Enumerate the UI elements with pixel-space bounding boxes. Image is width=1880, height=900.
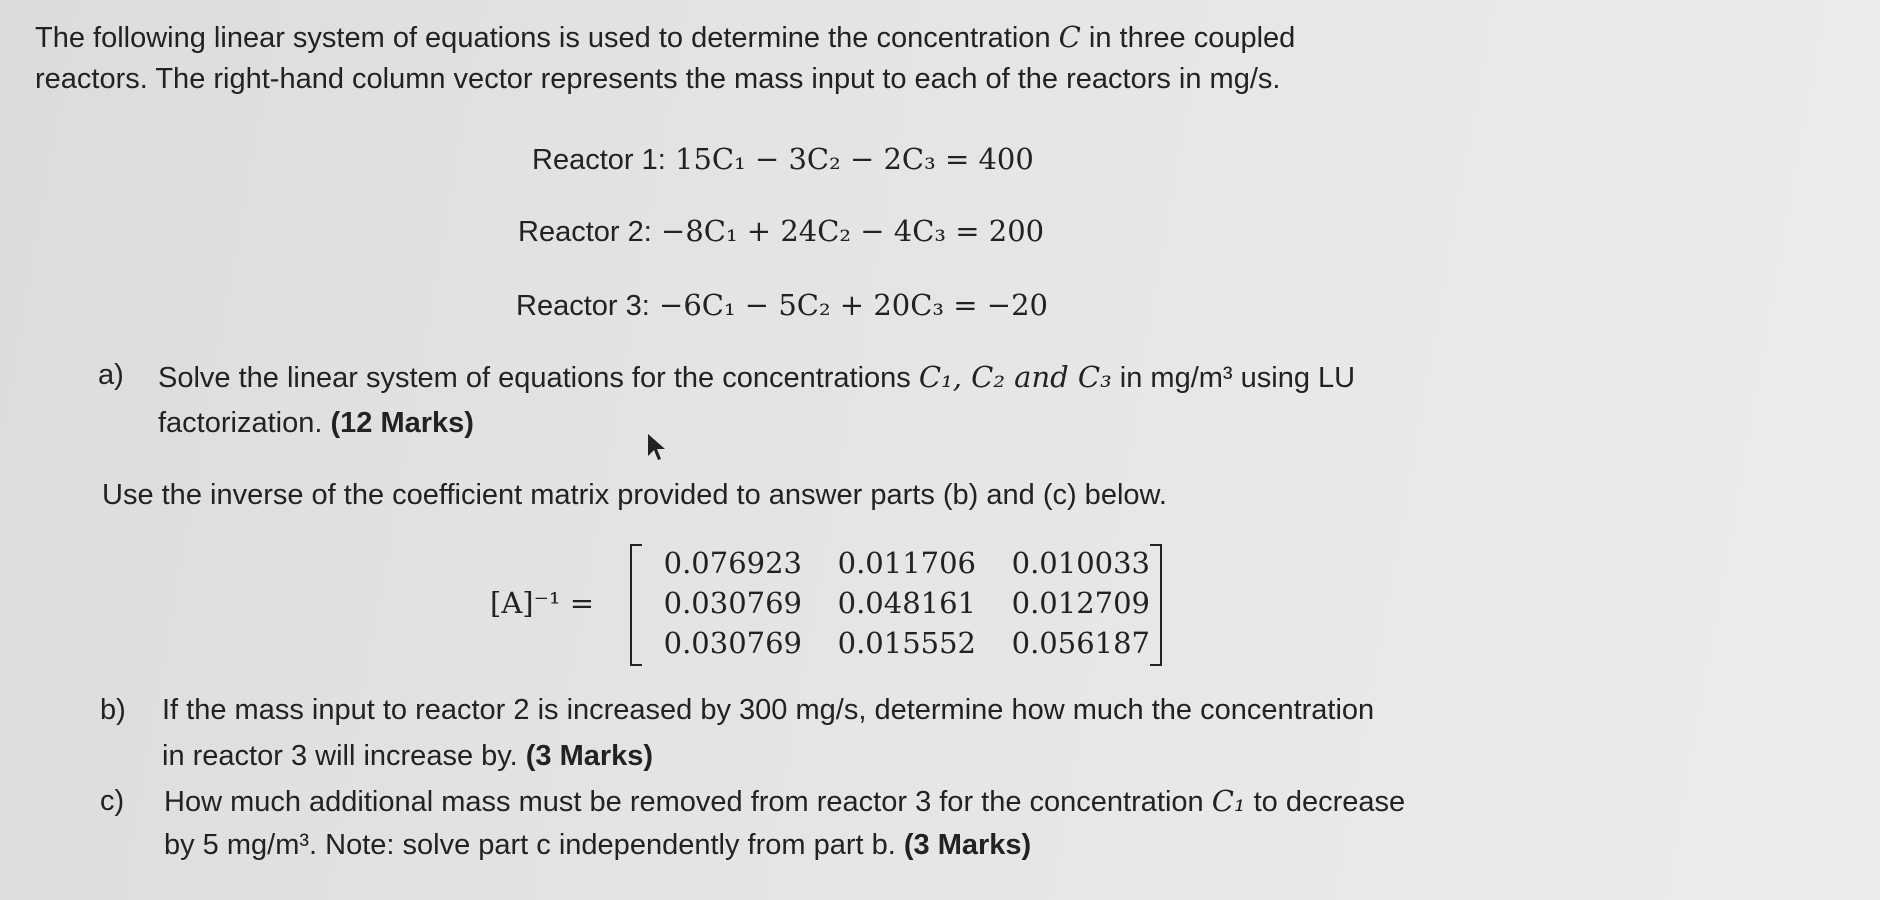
matrix-right-bracket — [1150, 544, 1162, 666]
matrix-cell: 0.076923 — [663, 546, 802, 580]
part-c-text-2: by 5 mg/m³. Note: solve part c independently from part b. — [164, 829, 896, 861]
matrix-row — [642, 626, 1150, 662]
equation-reactor-3 — [516, 288, 1048, 323]
equation-label: Reactor 3: — [516, 290, 650, 322]
part-c-line-2 — [164, 828, 1031, 862]
matrix-label: [A]⁻¹ = — [490, 586, 595, 620]
equation-expression: 15C₁ − 3C₂ − 2C₃ = 400 — [675, 142, 1034, 176]
part-a-variables: C₁, C₂ and C₃ — [918, 360, 1112, 394]
part-c-text: How much additional mass must be removed from reactor 3 for the concentration — [164, 786, 1204, 818]
equation-reactor-1 — [532, 142, 1034, 177]
part-c-text-end: to decrease — [1253, 786, 1406, 818]
part-c-line-1 — [164, 784, 1405, 819]
matrix-cell: 0.012709 — [1011, 586, 1150, 620]
part-a-text: Solve the linear system of equations for the concentrations — [158, 362, 911, 394]
part-c-marks: (3 Marks) — [903, 829, 1032, 861]
part-a-marker: a) — [98, 359, 124, 391]
matrix-cell: 0.048161 — [837, 586, 976, 620]
equation-label: Reactor 2: — [518, 216, 652, 248]
matrix-cell: 0.010033 — [1011, 546, 1150, 580]
matrix-cell: 0.030769 — [663, 626, 802, 660]
part-c-marker: c) — [100, 785, 125, 817]
matrix-cell: 0.011706 — [837, 546, 976, 580]
part-a-text-end: in mg/m³ using LU — [1119, 362, 1356, 394]
matrix-cell: 0.030769 — [663, 586, 802, 620]
intro-line-2: reactors. The right-hand column vector represents the mass input to each of the reactors in mg/s. — [35, 63, 1281, 95]
matrix-row — [642, 586, 1150, 622]
matrix-cell: 0.015552 — [837, 626, 976, 660]
part-b-line-1: If the mass input to reactor 2 is increased by 300 mg/s, determine how much the concentration — [162, 694, 1375, 726]
inverse-intro: Use the inverse of the coefficient matrix provided to answer parts (b) and (c) below. — [102, 479, 1167, 511]
part-a-text-2: factorization. — [158, 407, 323, 439]
part-a-line-2 — [158, 406, 474, 440]
part-b-line-2 — [162, 739, 653, 773]
part-b-marks: (3 Marks) — [525, 740, 654, 772]
intro-variable: C — [1058, 20, 1081, 54]
equation-expression: −8C₁ + 24C₂ − 4C₃ = 200 — [661, 214, 1045, 248]
equation-expression: −6C₁ − 5C₂ + 20C₃ = −20 — [659, 288, 1048, 322]
mouse-pointer-icon — [646, 432, 670, 462]
inverse-matrix — [490, 540, 1170, 670]
intro-text-end: in three coupled — [1088, 22, 1296, 54]
equation-reactor-2 — [518, 214, 1044, 249]
part-b-marker: b) — [100, 694, 126, 726]
intro-line-1 — [35, 20, 1295, 55]
part-b-text-2: in reactor 3 will increase by. — [162, 740, 518, 772]
part-a-line-1 — [158, 360, 1355, 395]
equation-label: Reactor 1: — [532, 144, 666, 176]
part-a-marks: (12 Marks) — [330, 407, 474, 439]
matrix-cell: 0.056187 — [1011, 626, 1150, 660]
intro-text: The following linear system of equations is used to determine the concentration — [35, 22, 1051, 54]
part-c-variable: C₁ — [1211, 784, 1246, 818]
matrix-left-bracket — [630, 544, 642, 666]
matrix-row — [642, 546, 1150, 582]
